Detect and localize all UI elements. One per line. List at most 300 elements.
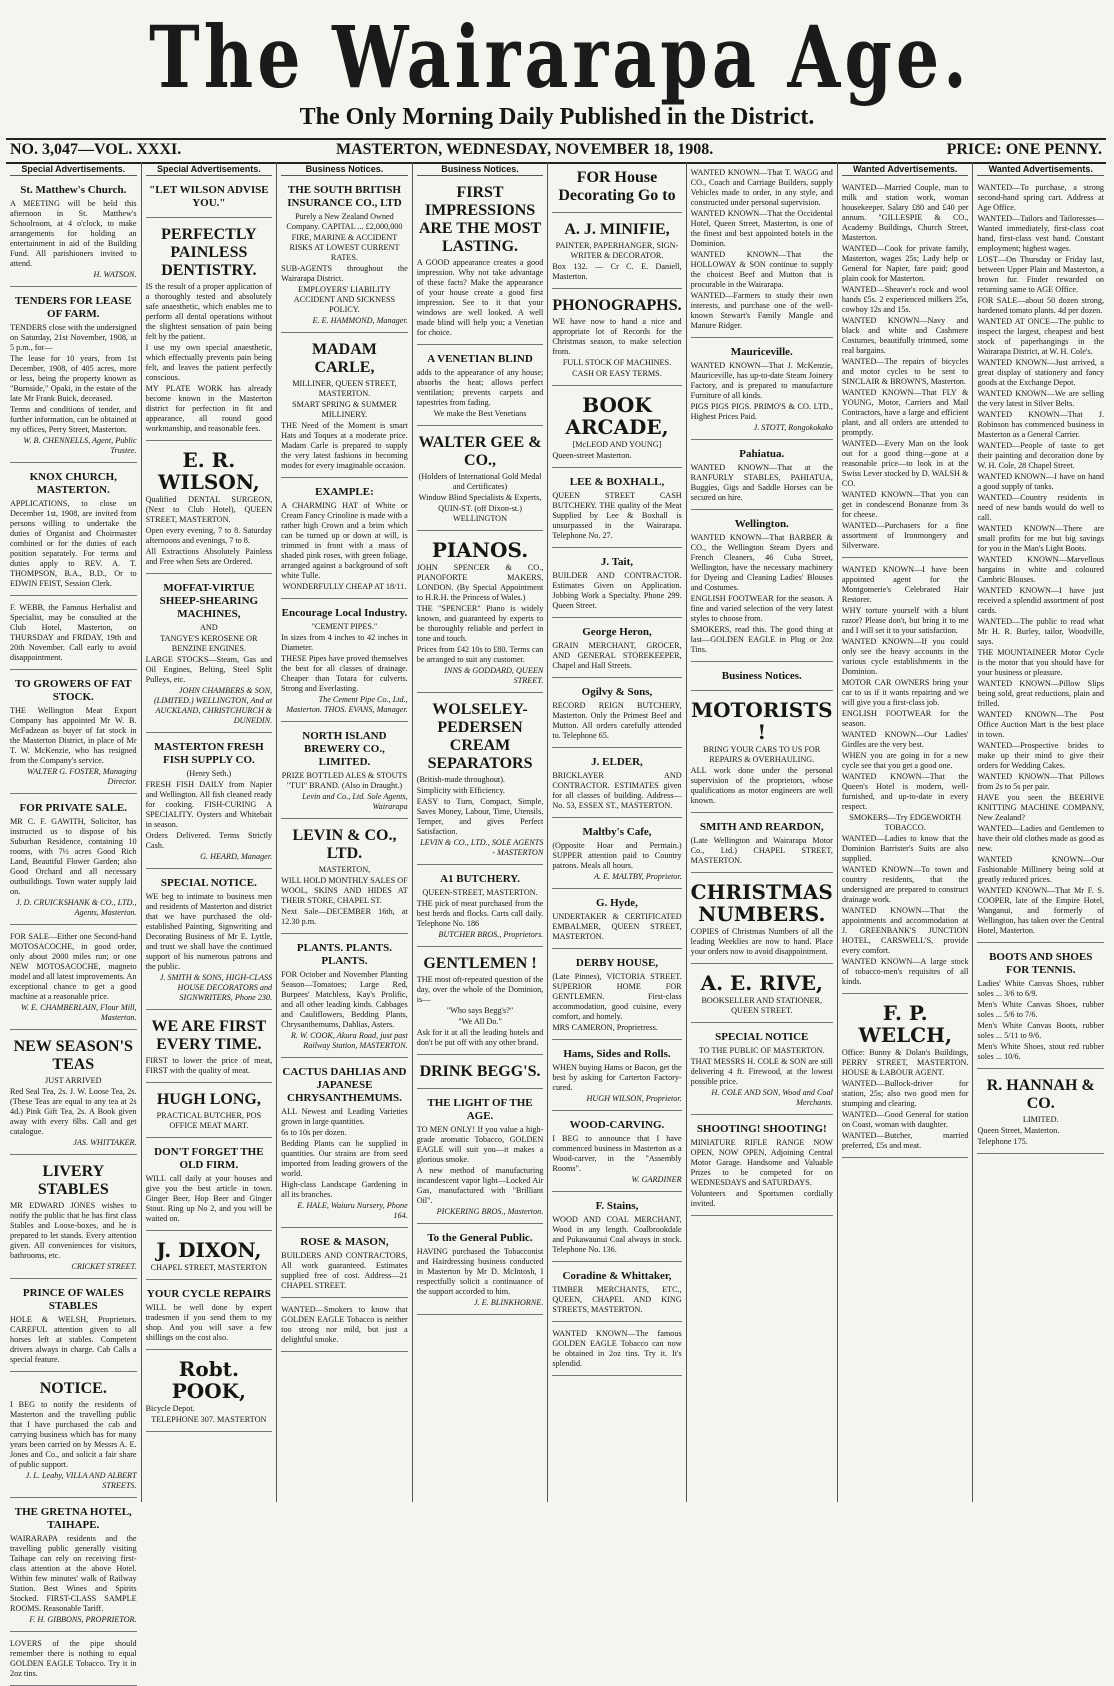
advertisement-heading: TO GROWERS OF FAT STOCK. — [14, 678, 132, 703]
advertisement-text: Bedding Plants can be supplied in quantities. Our strains are from seed imported from leading growers of the world. — [281, 1139, 408, 1178]
advertisement-heading: F. P. WELCH, — [858, 1001, 952, 1047]
advertisement-signature: PICKERING BROS., Masterton. — [436, 1207, 544, 1216]
advertisement-heading: TENDERS FOR LEASE OF FARM. — [14, 295, 132, 320]
advertisement-heading: EXAMPLE: — [315, 486, 374, 498]
advertisement-heading: MOTORISTS ! — [690, 698, 833, 744]
advertisement — [10, 797, 137, 925]
advertisement-text: "We All Do." — [458, 1017, 502, 1026]
advertisement-heading: NOTICE. — [39, 1380, 107, 1397]
advertisement-heading: Mauriceville. — [730, 346, 793, 358]
masthead — [0, 0, 1114, 150]
advertisement-heading: BOOK ARCADE, — [565, 393, 669, 439]
advertisement-text: SUB-AGENTS throughout the Wairarapa District. — [281, 264, 408, 283]
advertisement-heading: PRINCE OF WALES STABLES — [22, 1287, 124, 1312]
advertisement-signature: J. SMITH & SONS, HIGH-CLASS HOUSE DECORATORS and SIGNWRITERS, Phone 230. — [159, 973, 273, 1002]
advertisement-signature: A. E. MALTBY, Proprietor. — [593, 872, 682, 881]
advertisement-heading: HUGH LONG, — [156, 1091, 261, 1108]
advertisement-heading: WOOD-CARVING. — [569, 1119, 665, 1131]
advertisement-text: WANTED KNOWN—Our Fashionable Millinery being sold at greatly reduced prices. — [977, 855, 1105, 884]
advertisement-heading: FOR PRIVATE SALE. — [19, 802, 128, 814]
advertisement-heading: Pahiatua. — [739, 448, 785, 460]
advertisement — [842, 179, 969, 558]
advertisement-text: THE pick of meat purchased from the best herds and flocks. Carts call daily. Telephone No. 186 — [416, 899, 544, 928]
advertisement-text: Open every evening, 7 to 8. Saturday afternoons and evenings, 7 to 8. — [145, 526, 273, 545]
advertisement — [552, 1114, 681, 1192]
advertisement-text: WANTED—Purchasers for a fine assortment of Ironmongery and Silverware. — [841, 521, 969, 550]
advertisement-text: "CEMENT PIPES." — [311, 622, 378, 631]
advertisement-text: TIMBER MERCHANTS, ETC., QUEEN, CHAPEL AND KING STREETS, MASTERTON. — [552, 1285, 682, 1314]
advertisement — [146, 1086, 273, 1138]
advertisement-text: MINIATURE RIFLE RANGE NOW OPEN, NOW OPEN, Adjoining Central Motor Garage. Handsome and Valuable Prizes to be competed for on WEDNESDAYS and SATURDAYS. — [690, 1138, 833, 1187]
advertisement — [417, 950, 544, 1055]
advertisement — [552, 471, 681, 548]
advertisement-text: THE most oft-repeated question of the day, over the whole of the Dominion, is— — [416, 975, 544, 1004]
advertisement-text: Office: Bunny & Dolan's Buildings, PERRY STREET, MASTERTON. HOUSE & LABOUR AGENT. — [841, 1048, 969, 1077]
advertisement-text: Ask for it at all the leading hotels and don't be put off with any other brand. — [416, 1028, 544, 1047]
advertisement-heading: E. R. WILSON, — [158, 448, 260, 494]
advertisement-heading: Hams, Sides and Rolls. — [563, 1048, 671, 1060]
advertisement-heading: LEE & BOXHALL, — [569, 476, 665, 488]
advertisement-text: (Holders of International Gold Medal and Certificates) — [418, 472, 542, 491]
advertisement-text: THESE Pipes have proved themselves the best for all classes of drainage. Cheaper than Totara for culverts. Strong and Everlasting. — [281, 654, 408, 693]
column-header: Special Advertisements. — [10, 164, 137, 176]
advertisement-heading: LIVERY STABLES — [37, 1163, 109, 1198]
advertisement — [552, 292, 681, 386]
advertisement-text: WANTED—Smokers to know that GOLDEN EAGLE Tobacco is neither too strong nor mild, but just a delightful smoke. — [281, 1305, 408, 1344]
advertisement-text: ENGLISH FOOTWEAR for the season. — [841, 709, 969, 728]
advertisement-text: WANTED AT ONCE—The public to inspect the largest, cheapest and best stock of paperhangings in the Wairarapa District, at W. H. Cole's. — [977, 317, 1105, 356]
advertisement-text: SMART SPRING & SUMMER MILLINERY. — [292, 400, 397, 419]
advertisement-text: ALL Newest and Leading Varieties grown in large quantities. — [281, 1107, 408, 1126]
advertisement-text: Telephone 175. — [977, 1137, 1028, 1146]
advertisement — [281, 602, 408, 722]
advertisement-heading: THE SOUTH BRITISH INSURANCE CO., LTD — [287, 184, 402, 209]
advertisement-text: WANTED KNOWN—A large stock of tobacco-men's requisites of all kinds. — [841, 957, 969, 986]
advertisement-text: BUILDERS AND CONTRACTORS, All work guaranteed. Estimates supplied free of cost. Address—21 CHAPEL STREET. — [281, 1251, 408, 1290]
advertisement-heading: A. E. RIVE, — [700, 971, 823, 995]
advertisement-heading: WOLSELEY-PEDERSEN CREAM SEPARATORS — [427, 701, 533, 772]
advertisement-text: adds to the appearance of any house; absorbs the heat; allows perfect ventilation; prevents carpets and tapestries from fading. — [416, 368, 544, 407]
advertisement — [691, 443, 833, 510]
advertisement-text: Simplicity with Efficiency. — [416, 786, 505, 795]
advertisement-heading: ROSE & MASON, — [300, 1236, 389, 1248]
advertisement-heading: FIRST IMPRESSIONS ARE THE MOST LASTING. — [418, 184, 542, 255]
advertisement-text: WOOD AND COAL MERCHANT, Wood in any length. Coalbrookdale and Pukawaunui Coal always in stock. Telephone No. 136. — [552, 1215, 682, 1254]
advertisement-signature: J. E. BLINKHORNE. — [473, 1298, 544, 1307]
advertisement-text: IS the result of a proper application of a thoroughly tested and absolutely safe anaesthetic, which enables me to perform all dental operations without the slightest sensation of pain being felt by the patient. — [145, 282, 273, 341]
advertisement-text: UNDERTAKER & CERTIFICATED EMBALMER, QUEEN STREET, MASTERTON. — [552, 912, 682, 941]
advertisement — [552, 621, 681, 678]
advertisement-text: WILL call daily at your houses and give you the best article in town. Ginger Beer, Hop Beer and Ginger Stout. Ring up No 2, and you will be waited on. — [145, 1174, 273, 1223]
advertisement-heading: THE GRETNA HOTEL, TAIHAPE. — [14, 1506, 132, 1531]
advertisement-signature: W. B. CHENNELLS, Agent, Public Trustee. — [23, 436, 137, 455]
advertisement-text: CASH OR EASY TERMS. — [572, 369, 662, 378]
advertisement-heading: CACTUS DAHLIAS AND JAPANESE CHRYSANTHEMUMS. — [282, 1066, 407, 1104]
advertisement-text: Box 132. — Cr C. E. Daniell, Masterton. — [552, 262, 682, 281]
advertisement-text: WONDERFULLY CHEAP AT 18/11. — [282, 582, 407, 591]
advertisement-text: LIMITED. — [1022, 1115, 1059, 1124]
advertisement-text: In sizes from 4 inches to 42 inches in Diameter. — [281, 633, 408, 652]
advertisement — [552, 1043, 681, 1111]
advertisement-text: APPLICATIONS, to close on December 1st, 1908, are invited from persons willing to undertake the duties of Organist and Choirmaster combined or for the duties of each position separately. For terms and duties apply to REV. A. T. THOMPSON, B.A., B.D., Or to EDWIN FEIST, Session Clerk. — [10, 499, 137, 588]
advertisement-heading: DRINK BEGG'S. — [419, 1063, 541, 1080]
advertisement-signature: W. E. CHAMBERLAIN, Flour Mill, Masterton. — [20, 1003, 137, 1022]
advertisement-text: MASTERTON, — [318, 865, 371, 874]
advertisement-heading: CHRISTMAS NUMBERS. — [690, 880, 833, 926]
advertisement-text: Men's White Canvas Shoes, rubber soles ... 5/6 to 7/6. — [977, 1000, 1105, 1019]
advertisement-text: WANTED KNOWN—That J. Robinson has commenced business in Masterton as a General Carrier. — [977, 410, 1105, 439]
advertisement-text: WANTED—The repairs of bicycles and motor cycles to be sent to SINCLAIR & BROWN'S, Masterton. — [841, 357, 969, 386]
column-1 — [6, 162, 141, 1678]
advertisement-text: WANTED—Prospective brides to make up their mind to give their orders for Wedding Cakes. — [977, 741, 1105, 770]
advertisement-text: LOVERS of the pipe should remember there is nothing to equal GOLDEN EAGLE Tobacco. Try it in 2oz tins. — [10, 1639, 137, 1678]
advertisement-heading: To the General Public. — [427, 1232, 533, 1244]
advertisement-text: WANTED—Ladies to know that the Dominion Barrister's Suits are also supplied. — [841, 834, 969, 863]
advertisement-text: WANTED KNOWN—That you can get in condescend Bonanze from 3s for cheese. — [841, 490, 969, 519]
advertisement-text: Bicycle Depot. — [145, 1404, 195, 1413]
advertisement — [281, 725, 408, 819]
advertisement-text: WILL be well done by expert tradesmen if you send them to my shop. And you will save a few shillings on the cost also. — [145, 1303, 273, 1342]
advertisement-text: WILL HOLD MONTHLY SALES OF WOOL, SKINS AND HIDES AT THEIR STORE, CHAPEL ST. — [281, 876, 408, 905]
advertisement-text: Queen Street, Masterton. — [977, 1126, 1060, 1135]
advertisement — [10, 1158, 137, 1279]
advertisement-heading: PERFECTLY PAINLESS DENTISTRY. — [161, 226, 257, 279]
advertisement-text: 6s to 10s per dozen. — [281, 1128, 347, 1137]
advertisement-signature: INNS & GODDARD, QUEEN STREET. — [444, 666, 544, 685]
advertisement-text: EASY to Turn, Compact, Simple, Saves Money, Labour, Time, Utensils, Temper, and gives Perfect Satisfaction. — [416, 797, 544, 836]
advertisement-signature: J. STOTT, Rongokokako — [753, 423, 833, 432]
advertisement-text: WANTED KNOWN—We are selling the very latest in Silver Belts. — [977, 389, 1105, 408]
advertisement-heading: KNOX CHURCH, MASTERTON. — [29, 471, 117, 496]
advertisement-text: WANTED KNOWN—That the Occidental Hotel, Queen Street, Masterton, is one of the finest and best appointed hotels in the Dominion. — [690, 209, 833, 248]
advertisement-signature: HUGH WILSON, Proprietor. — [586, 1094, 682, 1103]
advertisement-text: WANTED KNOWN—The famous GOLDEN EAGLE Tobacco can now be obtained in 2oz tins. Try it. It's splendid. — [552, 1329, 682, 1368]
advertisement-text: I BEG to announce that I have commenced business in Masterton as a Wood-carver, in the "Assembly Rooms". — [552, 1134, 682, 1173]
advertisement-heading: PIANOS. — [431, 538, 529, 562]
column-header: Special Advertisements. — [146, 164, 273, 176]
advertisement — [281, 1231, 408, 1298]
advertisement — [552, 551, 681, 618]
advertisement-text: Queen-street Masterton. — [552, 451, 632, 460]
advertisement-text: Ladies' White Canvas Shoes, rubber soles ... 3/6 to 6/9. — [977, 979, 1105, 998]
advertisement-text: Volunteers and Sportsmen cordially invited. — [690, 1189, 833, 1208]
advertisement-text: LARGE STOCKS—Steam, Gas and Oil Engines, Belting, Steel Split Pulleys, etc. — [145, 655, 273, 684]
advertisement-text: BRING YOUR CARS TO US FOR REPAIRS & OVERHAULING. — [703, 745, 821, 764]
price: PRICE: ONE PENNY. — [946, 141, 1102, 158]
advertisement-signature: F. H. GIBBONS, PROPRIETOR. — [29, 1615, 137, 1624]
advertisement-text: Men's White Canvas Boots, rubber soles ... 5/11 to 9/6. — [977, 1021, 1105, 1040]
advertisement — [10, 290, 137, 463]
advertisement — [10, 928, 137, 1030]
advertisement — [146, 1141, 273, 1231]
advertisement-text: WANTED KNOWN—Navy and black and white and Cashmere Costumes, beautifully trimmed, some real bargains. — [841, 316, 969, 355]
advertisement — [417, 348, 544, 426]
advertisement — [842, 561, 969, 994]
advertisement-text: Prices from £42 10s to £80. Terms can be arranged to suit any customer. — [416, 645, 544, 664]
advertisement-signature: J. D. CRUICKSHANK & CO., LTD., Agents, Masterton. — [15, 898, 137, 917]
advertisement-heading: J. Tait, — [600, 556, 634, 568]
advertisement-text: PRIZE BOTTLED ALES & STOUTS "TUI" BRAND. (Also in Draught.) — [281, 771, 408, 790]
issue-info-bar — [6, 138, 1106, 164]
advertisement — [552, 164, 681, 213]
advertisement-text: WANTED—To purchase, a strong second-hand spring cart. Address at Age Office. — [977, 183, 1105, 212]
advertisement-heading: MASTERTON FRESH FISH SUPPLY CO. — [153, 741, 264, 766]
advertisement-heading: WALTER GEE & CO., — [418, 434, 542, 469]
advertisement — [552, 1265, 681, 1322]
advertisement-text: WANTED KNOWN—Pillow Slips being sold, great reductions, plain and frilled. — [977, 679, 1105, 708]
column-header: Business Notices. — [417, 164, 544, 176]
advertisement-heading: NEW SEASON'S TEAS — [13, 1038, 133, 1073]
advertisement — [146, 444, 273, 574]
advertisement-signature: BUTCHER BROS., Proprietors. — [438, 930, 544, 939]
advertisement-text: GRAIN MERCHANT, GROCER, AND GENERAL STOREKEEPER, Chapel and Hall Streets. — [552, 641, 682, 670]
advertisement-text: THE Wellington Meat Export Company has appointed Mr W. B. McFadzean as buyer of fat stock in the Masterton District, in place of Mr T. W. McKenzie, who has resigned from the Company's service. — [10, 706, 137, 765]
advertisement — [281, 822, 408, 934]
advertisement-heading: DON'T FORGET THE OLD FIRM. — [154, 1146, 264, 1171]
advertisement — [10, 1375, 137, 1498]
advertisement-text: TO MEN ONLY! If you value a high-grade aromatic Tobacco, GOLDEN EAGLE will suit you—it makes a glorious smoke. — [416, 1125, 544, 1164]
advertisement — [146, 221, 273, 441]
advertisement-text: PAINTER, PAPERHANGER, SIGN-WRITER & DECORATOR. — [555, 241, 679, 260]
advertisement — [552, 389, 681, 468]
advertisement-heading: YOUR CYCLE REPAIRS — [146, 1288, 271, 1300]
advertisement-text: MY PLATE WORK has already become known in the Masterton district for perfection in fit and appearance, all round good workmanship, and reasonable fees. — [145, 384, 273, 433]
advertisement — [281, 937, 408, 1058]
advertisement — [552, 1325, 681, 1376]
column-header: Wanted Advertisements. — [977, 164, 1104, 176]
advertisement-text: RECORD REIGN BUTCHERY, Masterton. Only the Primest Beef and Mutton. All orders carefully attended to. Telephone 65. — [552, 701, 682, 740]
advertisement-text: QUEEN STREET CASH BUTCHERY. THE quality of the Meat Supplied by Lee & Boxhall is unsurpassed in the Wairarapa. Telephone No. 27. — [552, 491, 682, 540]
advertisement-heading: Robt. POOK, — [171, 1357, 246, 1403]
advertisement-signature: JOHN CHAMBERS & SON, (LIMITED.) WELLINGTON, And at AUCKLAND, CHRISTCHURCH & DUNEDIN. — [153, 686, 273, 725]
advertisement-text: WAIRARAPA residents and the travelling public generally visiting Taihape can rely on receiving first-class attention at the above Hotel. Within few minutes' walk of Railway Station. Best Wines and Spirits Stocked. FIRST-CLASS SAMPLE ROOMS. Reasonable Tariff. — [10, 1534, 137, 1613]
advertisement — [146, 1283, 273, 1350]
advertisement-text: MRS CAMERON, Proprietress. — [552, 1023, 658, 1032]
advertisement-text: WANTED KNOWN—That the HOLLOWAY & SON continue to supply the choicest Beef and Mutton that is procurable in the Wairarapa. — [690, 250, 833, 289]
advertisement-text: I use my own special anaesthetic, which effectually prevents pain being felt, and leaves the patient perfectly conscious. — [145, 343, 273, 382]
advertisement-heading: FOR House Decorating Go to — [558, 169, 676, 204]
advertisement-signature: R. W. COOK, Akura Road, just past Railway Station, MASTERTON. — [290, 1031, 408, 1050]
advertisement-text: [McLEOD AND YOUNG] — [572, 440, 662, 449]
advertisement-heading: G. Hyde, — [596, 897, 638, 909]
advertisement-text: WANTED KNOWN—That BARBER & CO., the Wellington Steam Dyers and French Cleaners, 46 Cuba Street, Wellington, have the necessary machinery for Dyeing and Cleaning Ladies' Blouses and Costumes. — [690, 533, 833, 592]
advertisement — [146, 1353, 273, 1432]
advertisement-text: FOR SALE—about 50 dozen strong, hardened tomato plants. 4d per dozen. — [977, 296, 1105, 315]
advertisement-text: HOLE & WELSH, Proprietors. CAREFUL attention given to all horses left at stables. Competent drivers always in charge. Cab Calls a special feature. — [10, 1315, 137, 1364]
advertisement — [10, 1501, 137, 1632]
advertisement — [417, 1058, 544, 1089]
advertisement — [691, 164, 833, 338]
advertisement-heading: DERBY HOUSE, — [575, 957, 659, 969]
advertisement-text: TENDERS close with the undersigned on Saturday, 21st November, 1908, at 5 p.m., for— — [10, 323, 137, 352]
advertisement-heading: SMITH AND REARDON, — [699, 821, 824, 833]
advertisement — [10, 1033, 137, 1155]
advertisement — [146, 872, 273, 1010]
advertisement-text: BOOKSELLER AND STATIONER, QUEEN STREET. — [701, 996, 823, 1015]
advertisement-text: WANTED KNOWN—Just arrived, a great display of stationery and fancy goods at the Exchange Depot. — [977, 358, 1105, 387]
advertisement-text: FIRE, MARINE & ACCIDENT RISKS AT LOWEST CURRENT RATES. — [289, 233, 400, 262]
advertisement-text: THAT MESSRS H. COLE & SON are still delivering 4 ft. Firewood, at the lowest possible price. — [690, 1057, 833, 1086]
advertisement — [10, 179, 137, 287]
column-header: Wanted Advertisements. — [842, 164, 969, 176]
newspaper-subtitle: The Only Morning Daily Published in the District. — [299, 104, 815, 130]
advertisement-heading: "LET WILSON ADVISE YOU." — [149, 184, 269, 209]
column-3 — [276, 162, 412, 1502]
advertisement-text: ENGLISH FOOTWEAR for the season. A fine and varied selection of the very latest styles to choose from. — [690, 594, 833, 623]
advertisement-signature: E. E. HAMMOND, Manager. — [312, 316, 408, 325]
advertisement-text: QUIN-ST. (off Dixon-st.) WELLINGTON — [438, 504, 522, 523]
advertisement-text: COPIES of Christmas Numbers of all the leading Weeklies are now to hand. Place your orders now to avoid disappointment. — [690, 927, 833, 956]
advertisement-text: ALL work done under the personal supervision of the proprietors, whose qualifications as motor engineers are well known. — [690, 766, 833, 805]
advertisement-text: WANTED KNOWN—That Mr F. S. COOPER, late of the Empire Hotel, Wanganui, and formerly of Wellington, has taken over the Central Hotel, Masterton. — [977, 886, 1105, 935]
advertisement-heading: NORTH ISLAND BREWERY CO., LIMITED. — [302, 730, 387, 768]
advertisement-text: A GOOD appearance creates a good impression. Why not take advantage of these facts? Make the appearance of your house create a good first impression. See to it that your windows are well looked. A well made blind will help you; a Venetian for choice. — [416, 258, 544, 337]
advertisement-text: I BEG to notify the residents of Masterton and the travelling public that I have purchased the cab and carrying business which has for many years been carried on by Messrs A. E. Jones and Co., and solicit a fair share of public support. — [10, 1400, 137, 1469]
advertisement-signature: JAS. WHITTAKER. — [73, 1138, 137, 1147]
advertisement-text: CHAPEL STREET, MASTERTON — [150, 1263, 268, 1272]
advertisement-heading: THE LIGHT OF THE AGE. — [427, 1097, 533, 1122]
advertisement-text: A new method of manufacturing incandescent vapor light—Locked Air Gas, manufactured with "Brilliant Oil". — [416, 1166, 544, 1205]
advertisement-text: FOR October and November Planting Season—Tomatoes; Large Red, Burpees' Matchless, Kay's Prolific, and all other leading kinds. Cabbages and Cauliflowers, Bedding Plants, Chrysanthemums, Dahlias, Asters. — [281, 970, 408, 1029]
advertisement-text: JUST ARRIVED — [45, 1076, 102, 1085]
advertisement — [417, 1227, 544, 1315]
advertisement-columns — [6, 162, 1108, 1678]
advertisement — [552, 821, 681, 889]
advertisement — [842, 997, 969, 1158]
advertisement-heading: Encourage Local Industry. — [281, 607, 408, 619]
advertisement-signature: E. HALE, Waiuru Nursery, Phone 164. — [297, 1201, 408, 1220]
advertisement-heading: A. J. MINIFIE, — [564, 221, 670, 238]
advertisement-text: WANTED KNOWN—Our Ladies' Girdles are the very best. — [841, 730, 969, 749]
advertisement-text: WANTED KNOWN—That J. McKenzie, Mauriceville, has up-to-date Steam Joinery Factory, and is prepared to manufacture Furniture of all kinds. — [690, 361, 833, 400]
advertisement-text: FIRST to lower the price of meat, FIRST with the quality of meat. — [145, 1056, 273, 1075]
advertisement-text: WANTED KNOWN—I have on hand a good supply of tanks. — [977, 472, 1105, 491]
advertisement-signature: CRICKET STREET. — [71, 1262, 137, 1271]
advertisement — [417, 696, 544, 865]
column-header: Business Notices. — [281, 164, 408, 176]
advertisement-heading: J. DIXON, — [156, 1238, 262, 1262]
advertisement — [552, 216, 681, 289]
advertisement-text: WANTED KNOWN—The Post Office Auction Mart is the best place in town. — [977, 710, 1105, 739]
advertisement-text: WANTED KNOWN—Marvellous bargains in white and coloured Cambric Blouses. — [977, 555, 1105, 584]
advertisement-text: WANTED—The public to read what Mr H. R. Burley, tailor, Woodville, says. — [977, 617, 1105, 646]
advertisement-text: Qualified DENTAL SURGEON, (Next to Club Hotel), QUEEN STREET, MASTERTON. — [145, 495, 273, 524]
advertisement — [146, 736, 273, 869]
advertisement — [691, 1118, 833, 1216]
advertisement-text: MR EDWARD JONES wishes to notify the public that he has first class Stables and Loose-boxes, and he is prepared to let stands. Every attention given. All conveniences for visitors, bathrooms, etc. — [10, 1201, 137, 1260]
advertisement-text: WANTED—Sheaver's rock and wool hands £5s. 2 experienced milkers 25s, cowboy 12s and 15s. — [841, 285, 969, 314]
advertisement-text: WANTED—Every Man on the look out for a good thing—gone at a reasonable price—to look in at the Swiss Lever stocked by D. WALSH & CO. — [841, 439, 969, 488]
advertisement — [146, 577, 273, 733]
advertisement-text: High-class Landscape Gardening in all its branches. — [281, 1180, 408, 1199]
advertisement-text: Window Blind Specialists & Experts, — [418, 493, 542, 502]
advertisement-text: WHY torture yourself with a blunt razor? Please don't, but bring it to me and I will set it to your satisfaction. — [841, 606, 969, 635]
advertisement-text: (Late Pinnes), VICTORIA STREET. SUPERIOR HOME FOR GENTLEMEN. First-class accommodation, good cuisine, every comfort, and homely. — [552, 972, 682, 1021]
advertisement-text: LOST—On Thursday or Friday last, between Upper Plain and Masterton, a brown fur. Finder rewarded on returning same to AGE Office. — [977, 255, 1105, 294]
column-8 — [972, 162, 1108, 1502]
advertisement-text: All Extractions Absolutely Painless and Free when Sets are Ordered. — [145, 547, 273, 566]
advertisement-text: WANTED KNOWN—I have just received a splendid assortment of post cards. — [977, 586, 1105, 615]
advertisement-text: THE "SPENCER" Piano is widely known, and guaranteed by experts to be thoroughly reliable and perfect in tone and touch. — [416, 604, 544, 643]
advertisement-text: We make the Best Venetians — [433, 409, 527, 418]
advertisement-text: WANTED KNOWN—That Pillows from 2s to 5s per pair. — [977, 772, 1105, 791]
advertisement-heading: J. ELDER, — [591, 756, 643, 768]
advertisement-text: WANTED—Married Couple, man to milk and station work, woman housekeeper. Salary £80 and £40 per annum. "GILLESPIE & CO., Academy Buildings, Church Street, Masterton. — [841, 183, 969, 242]
advertisement-heading: Maltby's Cafe, — [582, 826, 652, 838]
advertisement-text: Orders Delivered. Terms Strictly Cash. — [145, 831, 273, 850]
advertisement-text: F. WEBB, the Famous Herbalist and Specialist, may be consulted at the Club Hotel, Masterton, on THURSDAY and FRIDAY, 19th and 20th November. Call early to avoid disappointment. — [10, 603, 137, 662]
advertisement — [146, 1234, 273, 1280]
advertisement — [552, 751, 681, 818]
advertisement — [417, 429, 544, 531]
advertisement-text: WANTED—Bullock-driver for station, 25s; also two good men for stumping and clearing. — [841, 1079, 969, 1108]
advertisement-signature: WALTER G. FOSTER, Managing Director. — [27, 767, 137, 786]
advertisement-text: Terms and conditions of tender, and further information, can be obtained at my offices, Perry Street, Masterton. — [10, 405, 137, 434]
advertisement-text: QUEEN-STREET, MASTERTON. — [422, 888, 538, 897]
advertisement — [691, 513, 833, 662]
advertisement — [552, 681, 681, 748]
advertisement-text: WANTED KNOWN—To town and country residents, that the undersigned are prepared to construct drainage work. — [841, 865, 969, 904]
advertisement-heading: SPECIAL NOTICE. — [160, 877, 257, 889]
advertisement-heading: Coradine & Whittaker, — [562, 1270, 672, 1282]
advertisement — [417, 179, 544, 345]
advertisement-text: BUILDER AND CONTRACTOR. Estimates Given on Application. Jobbing Work a Specialty. Phone 299. Queen Street. — [552, 571, 682, 610]
advertisement-text: WANTED KNOWN—I have been appointed agent for the Montgomerie's Celebrated Hair Restorer. — [841, 565, 969, 604]
advertisement-heading: SPECIAL NOTICE — [715, 1031, 809, 1043]
advertisement — [417, 868, 544, 947]
advertisement-heading: PLANTS. PLANTS. PLANTS. — [296, 942, 392, 967]
advertisement-signature: H. COLE AND SON, Wood and Coal Merchants. — [711, 1088, 833, 1107]
advertisement-text: THE MOUNTAINEER Motor Cycle is the motor that you should have for your business or pleasure. — [977, 648, 1105, 677]
advertisement-signature: G. HEARD, Manager. — [200, 852, 273, 861]
advertisement — [281, 179, 408, 333]
advertisement-text: MILLINER, QUEEN STREET, MASTERTON. — [292, 379, 397, 398]
advertisement-text: Purely a New Zealand Owned Company. CAPITAL ... £2,000,000 — [286, 212, 403, 231]
advertisement-text: WANTED—Cook for private family, Masterton, wages 25s; Lady help or General for Napier, fare paid; good plain cook for Masterton. — [841, 244, 969, 283]
advertisement-text: MR C. F. GAWITH, Solicitor, has instructed us to dispose of his Suburban Residence, containing 10 rooms, with 7½ acres Good Rich Land, Beautiful Flower Garden; also Good Orchard and all necessary outbuildings. Town water supply laid on. — [10, 817, 137, 896]
advertisement-text: WANTED KNOWN—That the appointments and accommodation at J. GREENBANK'S JUNCTION HOTEL, CARSWELL'S, provide every comfort. — [841, 906, 969, 955]
advertisement-text: WE beg to intimate to business men and residents of Masterton and district that we have purchased the old-established Painting, Signwriting and Decorating Business of Mr E. Lyttle, and trust we shall have the continued support of his numerous patrons and the public. — [145, 892, 273, 971]
advertisement-text: (Opposite Hoar and Permain.) SUPPER attention paid to Country patrons. Meals all hours. — [552, 841, 682, 870]
advertisement — [10, 599, 137, 670]
column-6 — [686, 162, 837, 1502]
advertisement — [146, 1013, 273, 1083]
advertisement — [977, 179, 1104, 943]
advertisement-heading: SHOOTING! SHOOTING! — [696, 1123, 827, 1135]
advertisement — [552, 952, 681, 1040]
advertisement — [977, 1072, 1104, 1154]
advertisement-text: TANGYE'S KEROSENE OR BENZINE ENGINES. — [160, 634, 258, 653]
advertisement-text: WANTED KNOWN—If you could only see the heavy accounts in the various cycle establishments in the Dominion. — [841, 637, 969, 676]
advertisement — [691, 665, 833, 691]
advertisement — [552, 1195, 681, 1262]
advertisement — [691, 1026, 833, 1115]
advertisement-signature: Levin and Co., Ltd. Sole Agents, Wairarapa — [302, 792, 408, 811]
advertisement — [281, 336, 408, 478]
advertisement — [146, 179, 273, 218]
advertisement-text: WANTED KNOWN—There are small profits for me but big savings for you in the Man's Light Boots. — [977, 524, 1105, 553]
advertisement-text: EMPLOYERS' LIABILITY ACCIDENT AND SICKNESS POLICY. — [293, 285, 396, 314]
advertisement-text: WANTED—People of taste to get their painting and decoration done by W. H. Cole, 28 Chapel Street. — [977, 441, 1105, 470]
advertisement-heading: MOFFAT-VIRTUE SHEEP-SHEARING MACHINES, — [159, 582, 259, 620]
advertisement-text: TELEPHONE 307. MASTERTON — [151, 1415, 267, 1424]
advertisement — [10, 1282, 137, 1372]
advertisement-heading: BOOTS AND SHOES FOR TENNIS. — [989, 951, 1093, 976]
advertisement-text: (Late Wellington and Wairarapa Motor Co., Ltd.) CHAPEL STREET, MASTERTON. — [690, 836, 833, 865]
dateline: MASTERTON, WEDNESDAY, NOVEMBER 18, 1908. — [336, 141, 714, 158]
advertisement — [417, 1092, 544, 1224]
advertisement-heading: F. Stains, — [595, 1200, 639, 1212]
